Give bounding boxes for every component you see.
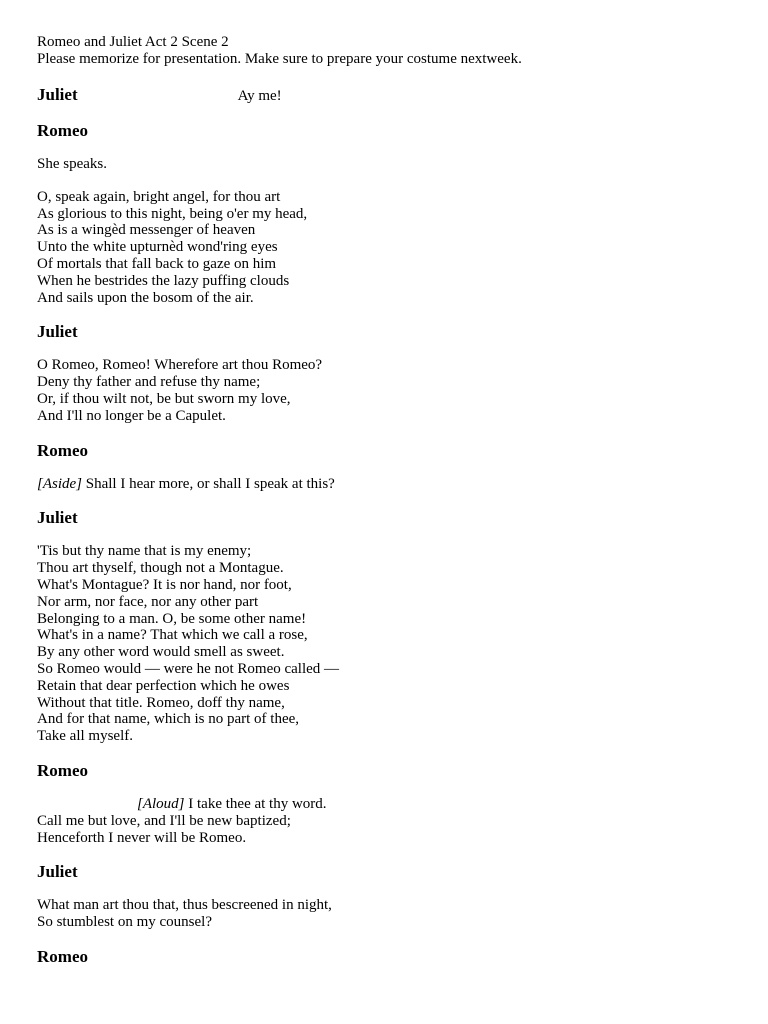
speech-line: Deny thy father and refuse thy name; (37, 374, 261, 391)
speech-line (37, 476, 768, 493)
speech-line (37, 796, 768, 813)
speech-line: Henceforth I never will be Romeo. (37, 829, 247, 846)
speech-line: Nor arm, nor face, nor any other part (37, 593, 259, 610)
document-note: Please memorize for presentation. Make sure to prepare your costume nextweek. (37, 51, 522, 67)
stage-direction: [Aside] (37, 475, 82, 492)
speaker-name: Juliet (37, 862, 78, 882)
speech-romeo-2 (37, 189, 768, 307)
speech-lines (37, 543, 768, 745)
speech-line: What's in a name? That which we call a rose, (37, 627, 308, 644)
speech-line: What's Montague? It is nor hand, nor foot, (37, 576, 292, 593)
speaker-name: Romeo (37, 121, 88, 140)
speech-line: O Romeo, Romeo! Wherefore art thou Romeo? (37, 357, 323, 374)
speech-lines (37, 189, 768, 307)
speech-line: Thou art thyself, though not a Montague. (37, 560, 284, 577)
speech-line: So Romeo would — were he not Romeo called — (37, 660, 340, 677)
speech-lines (37, 357, 768, 424)
speech-romeo-1 (37, 121, 768, 173)
speech-line: Belonging to a man. O, be some other name! (37, 610, 307, 627)
speaker-name: Romeo (37, 440, 88, 460)
speech-line: Of mortals that fall back to gaze on him (37, 255, 277, 272)
speech-line: And I'll no longer be a Capulet. (37, 407, 226, 424)
speech-line: Take all myself. (37, 728, 133, 745)
speech-line: By any other word would smell as sweet. (37, 644, 285, 661)
document-title: Romeo and Juliet Act 2 Scene 2 (37, 34, 229, 50)
speech-juliet-3 (37, 508, 768, 745)
speech-line: She speaks. (37, 156, 107, 172)
speaker-name: Romeo (37, 946, 88, 966)
speech-lines (37, 897, 768, 931)
speaker-name: Romeo (37, 760, 88, 780)
speech-line: Call me but love, and I'll be new baptized; (37, 812, 291, 829)
speech-juliet-1 (37, 85, 768, 106)
speech-juliet-4 (37, 862, 768, 931)
speech-line: What man art thou that, thus bescreened in night, (37, 897, 332, 914)
speech-inline-line: Ay me! (237, 88, 282, 104)
speech-line: As glorious to this night, being o'er my head, (37, 205, 308, 222)
speech-line: Or, if thou wilt not, be but sworn my love, (37, 390, 291, 407)
speech-lines (37, 156, 768, 173)
speaker-label: Juliet (37, 85, 78, 104)
speech-romeo-4 (37, 761, 768, 846)
speech-lines (37, 796, 768, 846)
speech-line: 'Tis but thy name that is my enemy; (37, 543, 252, 560)
speaker-name: Juliet (37, 508, 78, 528)
speech-romeo-3 (37, 441, 768, 493)
speech-juliet-2 (37, 322, 768, 424)
speech-line: So stumblest on my counsel? (37, 914, 212, 931)
speech-line-text: I take thee at thy word. (188, 795, 327, 812)
speech-line: Unto the white upturnèd wond'ring eyes (37, 239, 278, 256)
speech-line: As is a wingèd messenger of heaven (37, 222, 256, 239)
speech-line: Retain that dear perfection which he owes (37, 677, 290, 694)
speaker-name: Juliet (37, 322, 78, 342)
stage-direction: [Aloud] (137, 795, 185, 812)
speaker-name (37, 85, 768, 106)
speech-line: Without that title. Romeo, doff thy name, (37, 694, 285, 711)
speech-line: And for that name, which is no part of thee, (37, 711, 300, 728)
speech-lines (37, 476, 768, 493)
speech-line-text: Shall I hear more, or shall I speak at this? (85, 475, 335, 492)
speech-romeo-5 (37, 947, 768, 967)
speech-line: O, speak again, bright angel, for thou art (37, 188, 281, 205)
speech-line: When he bestrides the lazy puffing clouds (37, 272, 290, 289)
speech-line: And sails upon the bosom of the air. (37, 289, 254, 306)
